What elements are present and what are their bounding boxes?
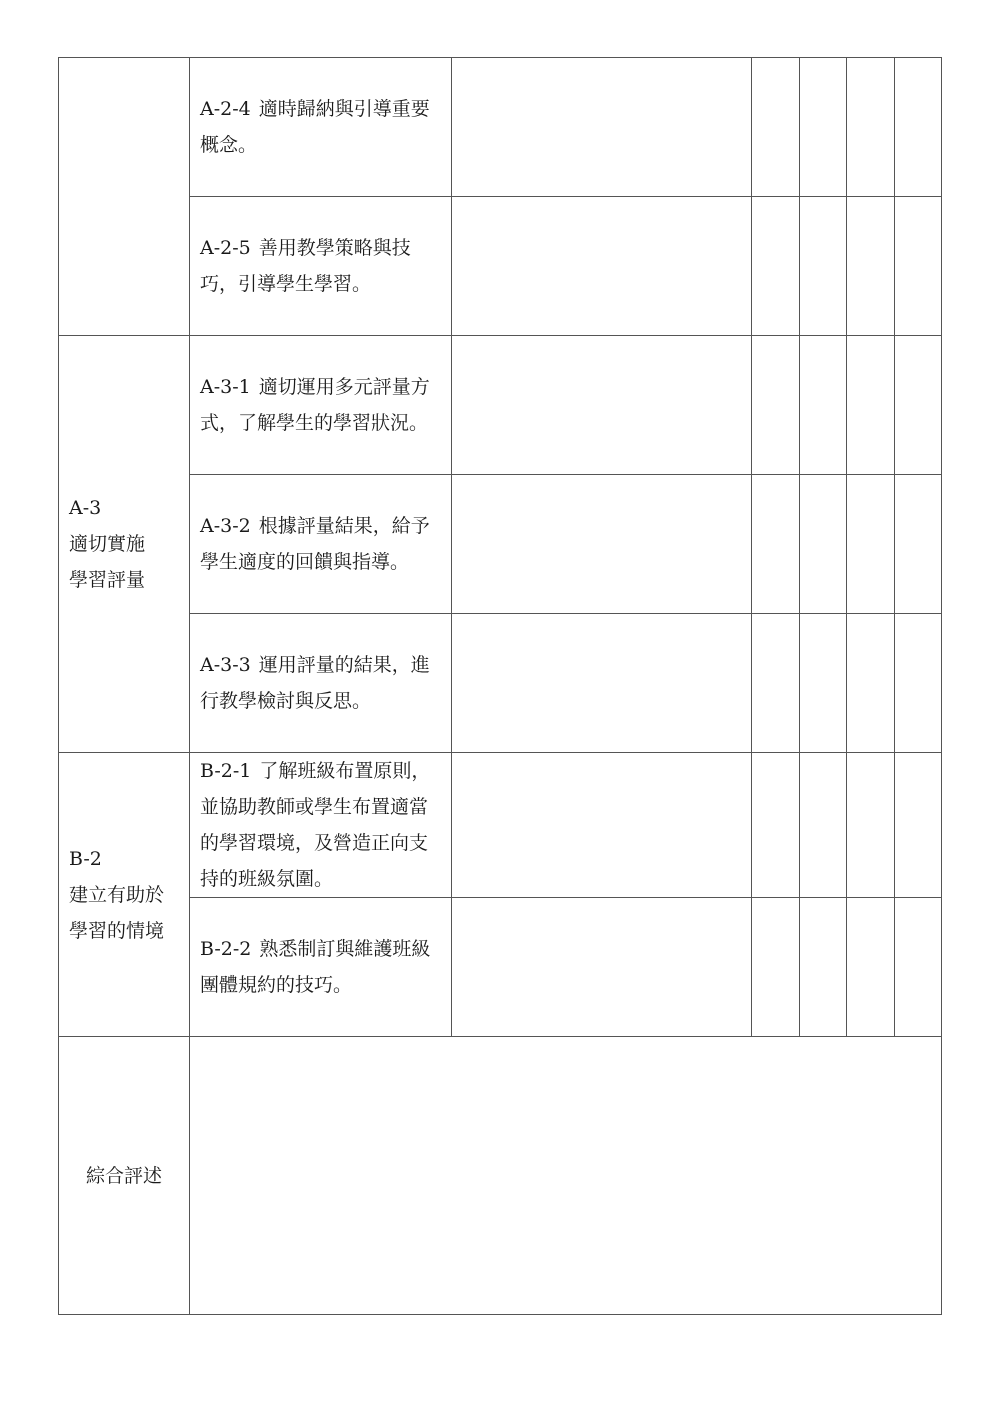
dimension-cell xyxy=(59,336,190,753)
rating-cell[interactable] xyxy=(752,197,800,336)
fact-evidence-cell[interactable] xyxy=(452,753,752,898)
rating-cell[interactable] xyxy=(847,58,895,197)
fact-evidence-cell[interactable] xyxy=(452,614,752,753)
rating-cell[interactable] xyxy=(752,475,800,614)
indicator-text: 熟悉制訂與維護班級團體規約的技巧。 xyxy=(200,938,431,996)
indicator-text: 善用教學策略與技巧，引導學生學習。 xyxy=(200,237,411,295)
indicator-cell xyxy=(190,336,452,475)
dimension-title-line: 建立有助於 xyxy=(69,883,165,906)
rating-cell[interactable] xyxy=(847,336,895,475)
indicator-code: B-2-2 xyxy=(200,938,252,960)
indicator-code: A-2-5 xyxy=(200,237,251,259)
indicator-code: A-3-1 xyxy=(200,376,251,398)
indicator-text: 了解班級布置原則，並協助教師或學生布置適當的學習環境，及營造正向支持的班級氛圍。 xyxy=(200,760,431,890)
table-row xyxy=(59,753,942,898)
evaluation-table xyxy=(58,57,942,1315)
table-row xyxy=(59,336,942,475)
rating-cell[interactable] xyxy=(752,336,800,475)
fact-evidence-cell[interactable] xyxy=(452,475,752,614)
rating-cell[interactable] xyxy=(752,614,800,753)
dimension-code: B-2 xyxy=(69,847,102,870)
table-row xyxy=(59,197,942,336)
indicator-cell xyxy=(190,898,452,1037)
rating-cell[interactable] xyxy=(895,753,942,898)
evaluation-sheet xyxy=(58,57,941,1323)
indicator-text: 根據評量結果，給予學生適度的回饋與指導。 xyxy=(200,515,430,573)
indicator-cell xyxy=(190,58,452,197)
indicator-cell xyxy=(190,614,452,753)
summary-row xyxy=(59,1037,942,1315)
indicator-cell xyxy=(190,753,452,898)
rating-cell[interactable] xyxy=(800,58,847,197)
rating-cell[interactable] xyxy=(752,58,800,197)
indicator-cell xyxy=(190,475,452,614)
fact-evidence-cell[interactable] xyxy=(452,197,752,336)
dimension-title-line: 學習評量 xyxy=(69,569,146,591)
fact-evidence-cell[interactable] xyxy=(452,58,752,197)
indicator-text: 運用評量的結果，進行教學檢討與反思。 xyxy=(200,654,430,712)
indicator-text: 適時歸納與引導重要概念。 xyxy=(200,98,430,156)
rating-cell[interactable] xyxy=(800,336,847,475)
indicator-code: A-3-2 xyxy=(200,515,251,537)
indicator-text: 適切運用多元評量方式，了解學生的學習狀況。 xyxy=(200,376,430,434)
table-row xyxy=(59,614,942,753)
rating-cell[interactable] xyxy=(847,475,895,614)
dimension-cell xyxy=(59,753,190,1037)
rating-cell[interactable] xyxy=(800,614,847,753)
dimension-cell xyxy=(59,58,190,336)
summary-label: 綜合評述 xyxy=(59,1037,190,1315)
rating-cell[interactable] xyxy=(895,614,942,753)
dimension-title-line: 學習的情境 xyxy=(69,919,165,942)
indicator-code: B-2-1 xyxy=(200,760,252,782)
rating-cell[interactable] xyxy=(800,898,847,1037)
indicator-code: A-2-4 xyxy=(200,98,251,120)
rating-cell[interactable] xyxy=(800,197,847,336)
rating-cell[interactable] xyxy=(895,336,942,475)
summary-comment-field[interactable] xyxy=(190,1037,942,1315)
rating-cell[interactable] xyxy=(847,753,895,898)
rating-cell[interactable] xyxy=(752,898,800,1037)
table-row xyxy=(59,475,942,614)
fact-evidence-cell[interactable] xyxy=(452,336,752,475)
rating-cell[interactable] xyxy=(895,58,942,197)
rating-cell[interactable] xyxy=(895,197,942,336)
dimension-code: A-3 xyxy=(69,497,102,519)
rating-cell[interactable] xyxy=(895,898,942,1037)
rating-cell[interactable] xyxy=(800,753,847,898)
table-row xyxy=(59,58,942,197)
dimension-title-line: 適切實施 xyxy=(69,533,146,555)
rating-cell[interactable] xyxy=(800,475,847,614)
rating-cell[interactable] xyxy=(847,614,895,753)
rating-cell[interactable] xyxy=(847,197,895,336)
indicator-code: A-3-3 xyxy=(200,654,251,676)
fact-evidence-cell[interactable] xyxy=(452,898,752,1037)
rating-cell[interactable] xyxy=(847,898,895,1037)
table-row xyxy=(59,898,942,1037)
rating-cell[interactable] xyxy=(752,753,800,898)
rating-cell[interactable] xyxy=(895,475,942,614)
indicator-cell xyxy=(190,197,452,336)
